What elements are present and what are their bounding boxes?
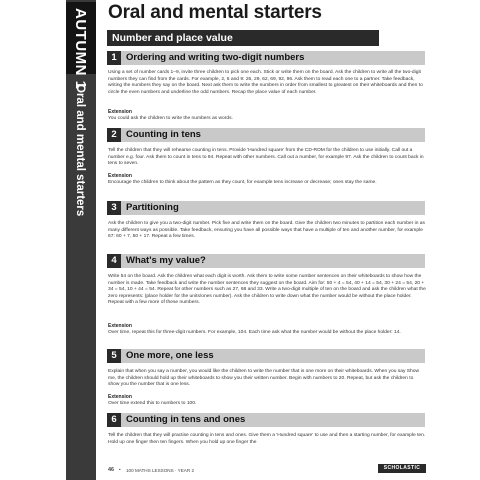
side-subtitle: Oral and mental starters [74,84,86,217]
extension-text: You could ask the children to write the numbers as words. [108,116,233,121]
extension-label: Extension [108,173,132,179]
activity-header [107,201,425,215]
activity-number: 4 [107,254,121,268]
activity-body: Explain that when you say a number, you would like the children to write the number that is one more on their whiteboards. When you say Show me, the children should hold up their whiteboards to show you their written number. Begin with numbers to 20. Repeat, but ask the children to show you the number that is one less. [108,369,419,388]
activity-header [107,413,425,427]
page-number: 46 [108,467,115,473]
footer-book-title: 100 MATHS LESSONS · YEAR 2 [126,468,194,473]
activity-body: Using a set of number cards 1–9, invite three children to pick one each. Stick or write them on the board. Ask the children to write all the two-digit numbers they can find from the cards. For example, 2, 6 and 9: 26, 29, 62, 69, 92, 96. Ask them to read each one to a partner. Take feedback, writing the numbers they say on the board. Next ask them to write the numbers in order from smallest to greatest on their whiteboards and then to circle the even numbers and underline the odd numbers. Recap the place value of each number. [108,70,423,95]
activity-body: Tell the children that they will rehearse counting in tens. Provide 'Hundred square' from the CD-ROM for the children to use initially. Call out a number e.g. four. Ask them to count in tens to 94. Repeat with other numbers. Call out a number, for example 97. Ask the children to count back in tens to seven. [108,148,424,167]
extension-text: Over time extend this to numbers to 100. [108,401,197,406]
activity-header [107,349,425,363]
activity-body: Write 54 on the board. Ask the children what each digit is worth. Ask them to write some number sentences on their whiteboards to show how the number is made. Take feedback and write the number sentences they suggest on the board. Aim for: 50 + 4 = 54, 40 + 14 = 54, 30 + 24 = 54, 20 + 34 = 54, 10 + 44 = 54. Repeat for other numbers such as 27, 68 and 33. Write a two-digit multiple of ten on the board and ask the children what the zero represents: (place holder for the units/ones number). Ask the children to write down what the number would be without the place holder. Repeat with a few more of these numbers. [108,274,426,306]
extension-label: Extension [108,323,132,329]
activity-title: Counting in tens and ones [126,414,246,425]
extension-text: Encourage the children to think about the pattern as they count, for example tens increase or decrease; ones stay the same. [108,180,377,185]
activity-title: Partitioning [126,202,179,213]
extension-label: Extension [108,109,132,115]
section-header: Number and place value [107,30,379,46]
activity-title: One more, one less [126,350,214,361]
activity-body: Ask the children to give you a two-digit number. Pick five and write them on the board. Give the children two minutes to partition each number in as many different ways as possible. Take feedback, ensuring you have all possible ways that have a multiple of ten and another number, for example 67: 60 + 7, 50 + 17. Repeat a few times. [108,221,425,240]
publisher-logo: SCHOLASTIC [378,464,426,473]
activity-header [107,51,425,65]
activity-number: 2 [107,128,121,142]
side-tab-label: AUTUMN 1 [72,8,89,90]
activity-number: 3 [107,201,121,215]
activity-body: Tell the children that they will practise counting in tens and ones. Give them a 'Hundred square' to use and then a starting number, for example ten. Hold up one finger then ten fingers. When you hold up one finger the [108,433,426,445]
activity-title: What's my value? [126,255,206,266]
activity-number: 6 [107,413,121,427]
activity-title: Ordering and writing two-digit numbers [126,52,305,63]
activity-number: 5 [107,349,121,363]
activity-number: 1 [107,51,121,65]
footer-separator: • [119,467,121,472]
page-title: Oral and mental starters [108,2,322,23]
activity-header [107,254,425,268]
activity-title: Counting in tens [126,129,201,140]
extension-text: Over time, repeat this for three-digit numbers. For example, 104. Each time ask what the number would be without the place holder: 14. [108,330,401,335]
activity-header [107,128,425,142]
extension-label: Extension [108,394,132,400]
